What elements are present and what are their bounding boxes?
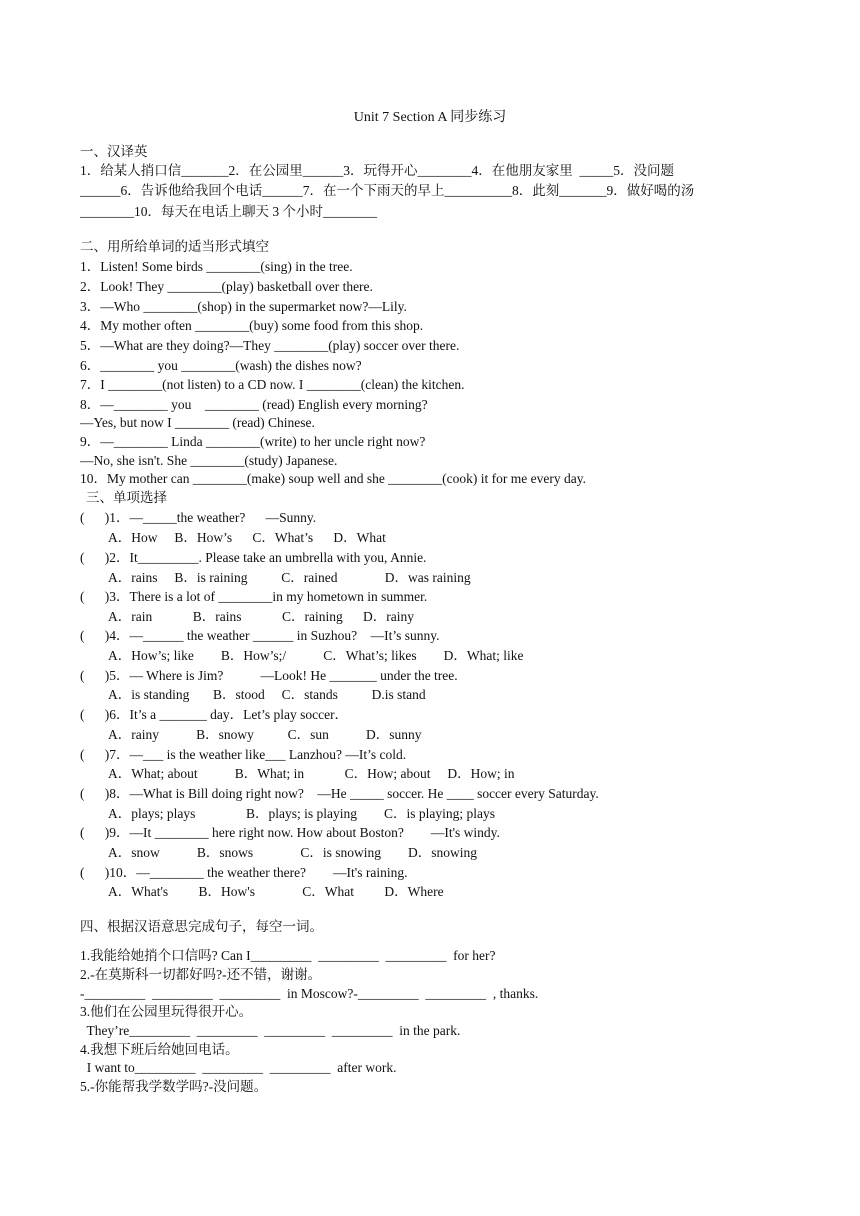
section-2-line: 3．—Who ________(shop) in the supermarket now?—Lily. (80, 299, 407, 314)
section-4-line: I want to_________ _________ _________ after work. (80, 1060, 397, 1075)
section-2-line: 2．Look! They ________(play) basketball over there. (80, 279, 373, 294)
section-1-heading: 一、汉译英 (80, 144, 148, 159)
mc-question: ( )9．—It ________ here right now. How about Boston? —It's windy. (80, 825, 500, 840)
mc-question: ( )7．—___ is the weather like___ Lanzhou? —It’s cold. (80, 747, 407, 762)
section-4-line: 2.-在莫斯科一切都好吗?-还不错，谢谢。 (80, 967, 322, 982)
mc-options: A．plays; plays B．plays; is playing C．is playing; plays (108, 806, 495, 821)
section-2-line: 5．—What are they doing?—They ________(play) soccer over there. (80, 338, 460, 353)
section-2-line: 8．—________ you ________ (read) English every morning? (80, 397, 428, 412)
mc-question: ( )4．—______ the weather ______ in Suzhou? —It’s sunny. (80, 628, 440, 643)
mc-question: ( )3．There is a lot of ________in my hometown in summer. (80, 589, 428, 604)
mc-options: A．What; about B．What; in C．How; about D．How; in (108, 766, 515, 781)
section-4-line: 1.我能给她捎个口信吗? Can I_________ _________ _________ for her? (80, 948, 496, 963)
section-4-line: They’re_________ _________ _________ _________ in the park. (80, 1023, 461, 1038)
section-4-line: 5.-你能帮我学数学吗?-没问题。 (80, 1079, 268, 1094)
section-2-line: 10．My mother can ________(make) soup well and she ________(cook) it for me every day. (80, 471, 586, 486)
mc-options: A．How B．How’s C．What’s D．What (108, 530, 386, 545)
mc-options: A．How’s; like B．How’s;/ C．What’s; likes D．What; like (108, 648, 524, 663)
section-3-heading: 三、单项选择 (86, 490, 167, 505)
mc-question: ( )10．—________ the weather there? —It's raining. (80, 865, 408, 880)
mc-question: ( )8．—What is Bill doing right now? —He _____ soccer. He ____ soccer every Saturday. (80, 786, 599, 801)
mc-question: ( )6．It’s a _______ day．Let’s play soccer． (80, 707, 349, 722)
section-2-heading: 二、用所给单词的适当形式填空 (80, 239, 269, 254)
section-4-line: 3.他们在公园里玩得很开心。 (80, 1004, 253, 1019)
mc-question: ( )2．It_________. Please take an umbrella with you, Annie. (80, 550, 427, 565)
mc-options: A．What's B．How's C．What D．Where (108, 884, 444, 899)
page-title: Unit 7 Section A 同步练习 (353, 110, 507, 125)
section-2-line: —No, she isn't. She ________(study) Japanese. (80, 453, 338, 468)
mc-options: A．rains B．is raining C．rained D．was raining (108, 570, 471, 585)
section-4-line: 4.我想下班后给她回电话。 (80, 1042, 239, 1057)
section-2-line: —Yes, but now I ________ (read) Chinese. (80, 415, 315, 430)
mc-options: A．rainy B．snowy C．sun D．sunny (108, 727, 422, 742)
section-4-heading: 四、根据汉语意思完成句子，每空一词。 (80, 919, 323, 934)
section-2-line: 9．—________ Linda ________(write) to her uncle right now? (80, 434, 426, 449)
mc-question: ( )5．— Where is Jim? —Look! He _______ under the tree. (80, 668, 458, 683)
mc-options: A．rain B．rains C．raining D．rainy (108, 609, 414, 624)
section-2-line: 1．Listen! Some birds ________(sing) in the tree. (80, 259, 353, 274)
section-1-line: ________10．每天在电话上聊天 3 个小时________ (80, 204, 377, 219)
section-1-line: 1．给某人捎口信_______2．在公园里______3．玩得开心________4．在他朋友家里 _____5．没问题 (80, 163, 674, 178)
section-1-line: ______6．告诉他给我回个电话______7．在一个下雨天的早上__________8．此刻_______9．做好喝的汤 (80, 183, 695, 198)
section-2-line: 7．I ________(not listen) to a CD now. I ________(clean) the kitchen. (80, 377, 465, 392)
mc-options: A．is standing B．stood C．stands D.is stand (108, 687, 426, 702)
mc-options: A．snow B．snows C．is snowing D．snowing (108, 845, 478, 860)
section-4-line: -_________ _________ _________ in Moscow?-_________ _________ , thanks. (80, 986, 539, 1001)
mc-question: ( )1．—_____the weather? —Sunny. (80, 510, 317, 525)
section-2-line: 6．________ you ________(wash) the dishes now? (80, 358, 362, 373)
section-2-line: 4．My mother often ________(buy) some food from this shop. (80, 318, 424, 333)
